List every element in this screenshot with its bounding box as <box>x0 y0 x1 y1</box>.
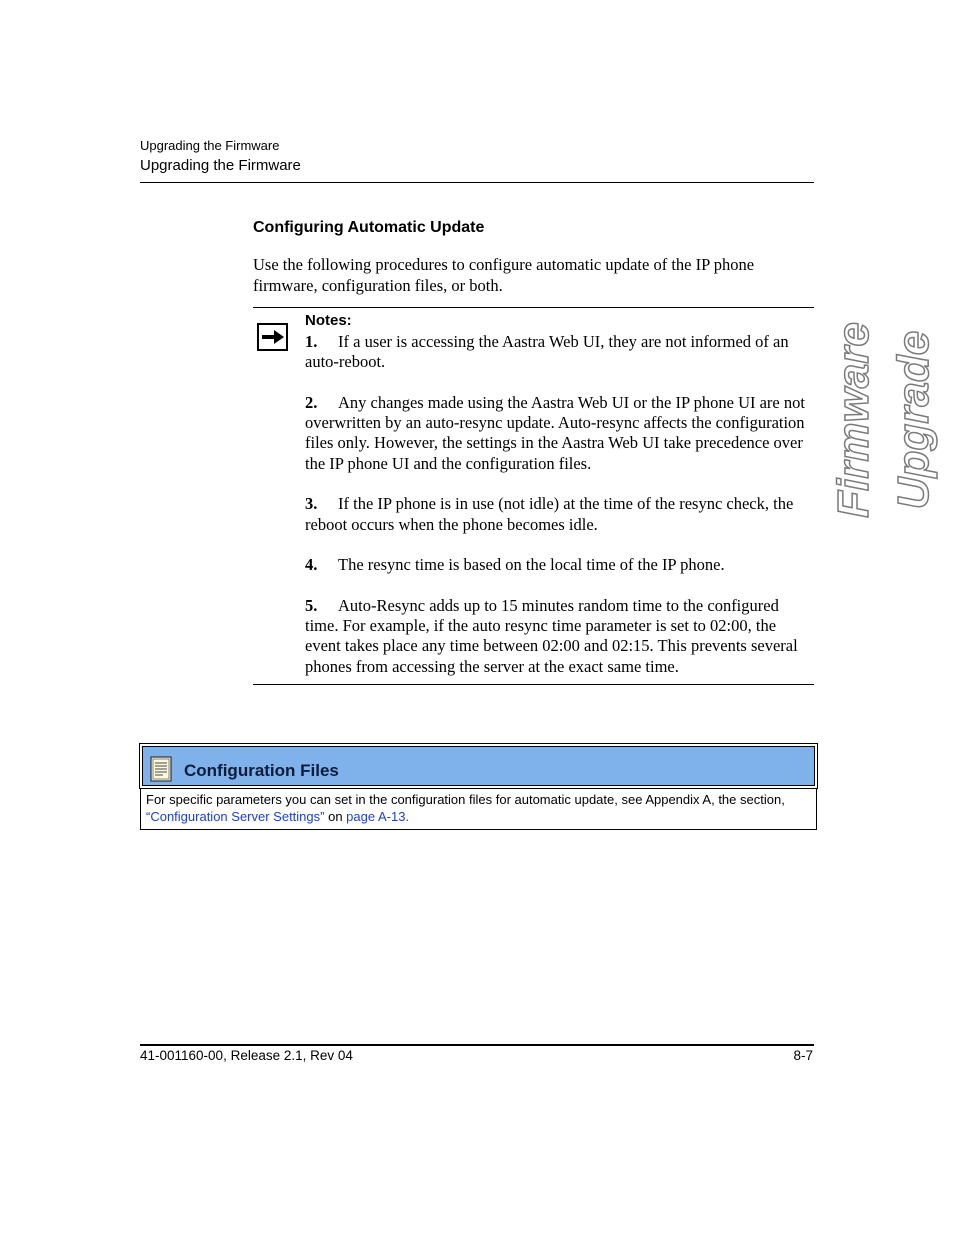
config-files-header-bar <box>142 746 815 786</box>
note-item <box>305 555 813 575</box>
notes-title: Notes: <box>305 312 352 329</box>
note-text: If the IP phone is in use (not idle) at the time of the resync check, the reboot occurs when the phone becomes idle. <box>305 494 794 534</box>
note-number: 3. <box>305 494 318 514</box>
section-title: Configuring Automatic Update <box>253 219 485 236</box>
config-server-settings-link[interactable]: “Configuration Server Settings” <box>146 809 325 824</box>
notes-list <box>305 332 813 697</box>
note-item <box>305 332 813 373</box>
config-files-text: For specific parameters you can set in the configuration files for automatic update, see Appendix A, the section, <box>146 792 785 807</box>
running-header-chapter: Upgrading the Firmware <box>140 138 280 153</box>
note-number: 4. <box>305 555 318 575</box>
page-a13-link[interactable]: page A-13. <box>346 809 410 824</box>
document-icon <box>150 756 172 782</box>
running-header-section: Upgrading the Firmware <box>140 157 301 174</box>
note-number: 2. <box>305 392 318 412</box>
footer-page-number: 8-7 <box>793 1048 813 1063</box>
config-files-text-on: on <box>324 809 347 824</box>
notes-bottom-rule <box>253 684 814 685</box>
note-text: Any changes made using the Aastra Web UI or the IP phone UI are not overwritten by an auto-resync update. Auto-resync affects the configuration files only. However, the settings in the Aastra Web UI take precedence over the IP phone UI and the configuration files. <box>305 392 805 473</box>
config-files-title: Configuration Files <box>184 761 339 780</box>
notes-top-rule <box>253 307 814 308</box>
note-text: If a user is accessing the Aastra Web UI, they are not informed of an auto-reboot. <box>305 332 789 372</box>
footer-doc-id: 41-001160-00, Release 2.1, Rev 04 <box>140 1048 353 1063</box>
intro-paragraph: Use the following procedures to configure automatic update of the IP phone firmware, configuration files, or both. <box>253 255 755 295</box>
note-text: Auto-Resync adds up to 15 minutes random time to the configured time. For example, if the auto resync time parameter is set to 02:00, the event takes place any time between 02:00 and 02:15. This prevents several phones from accessing the server at the exact same time. <box>305 595 798 676</box>
note-item <box>305 596 813 677</box>
note-number: 5. <box>305 595 318 615</box>
footer-rule <box>140 1044 814 1046</box>
note-text: The resync time is based on the local time of the IP phone. <box>338 555 725 575</box>
config-files-callout-header <box>139 743 818 789</box>
config-files-callout-body <box>140 789 817 830</box>
header-rule <box>140 182 814 183</box>
note-number: 1. <box>305 332 318 351</box>
note-item <box>305 494 813 535</box>
chapter-side-tab-label: Firmware Upgrade <box>829 322 938 518</box>
note-item <box>305 393 813 474</box>
chapter-side-tab <box>824 250 938 590</box>
note-arrow-icon <box>257 323 288 351</box>
